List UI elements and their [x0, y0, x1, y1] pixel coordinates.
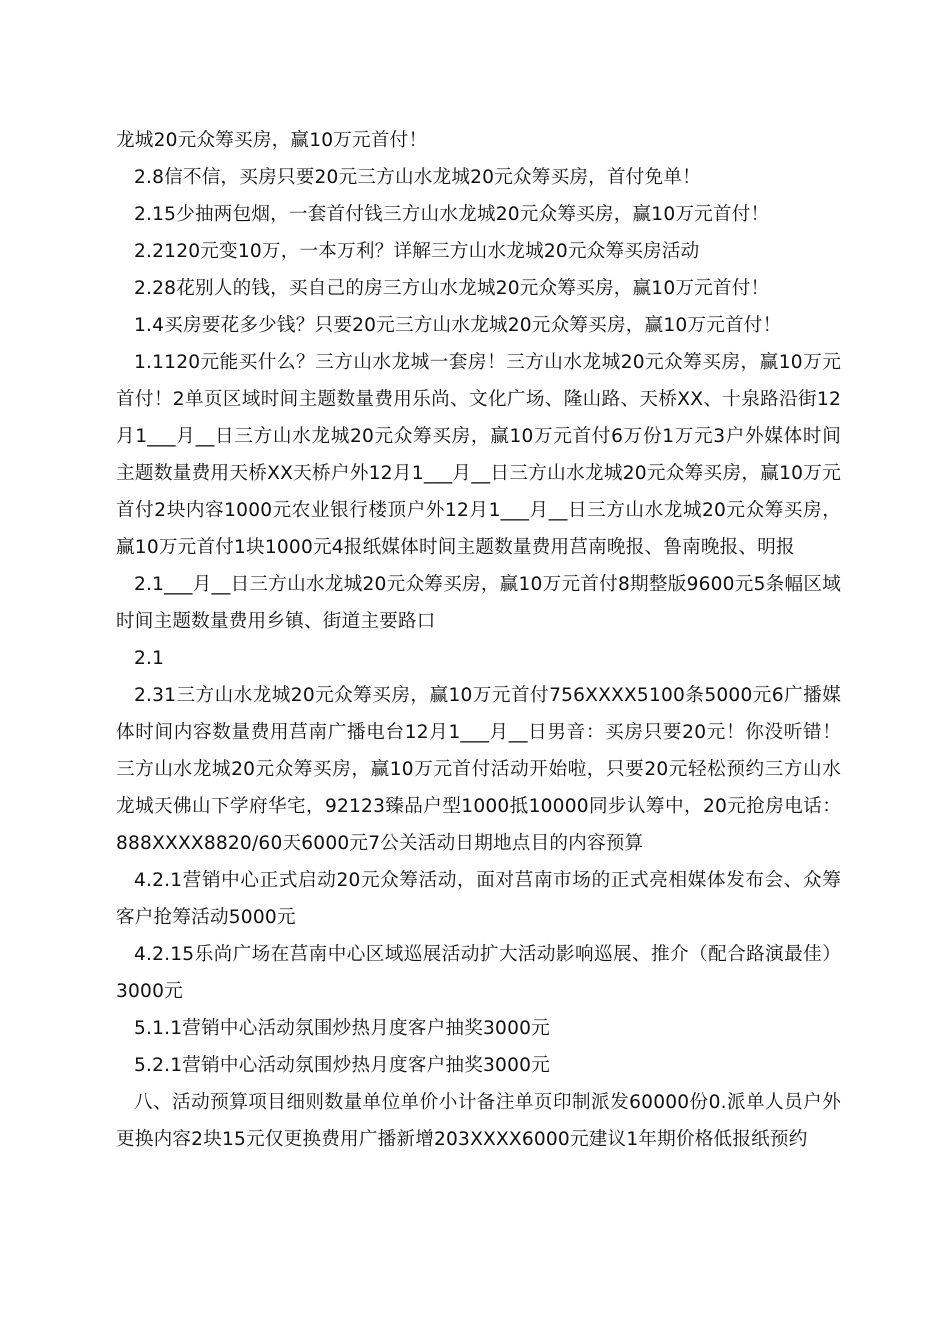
paragraph-11: 4.2.1营销中心正式启动20元众筹活动，面对莒南市场的正式亮相媒体发布会、众筹客户抢筹活动5000元	[116, 870, 841, 928]
paragraph-3: 2.15少抽两包烟，一套首付钱三方山水龙城20元众筹买房，赢10万元首付！	[134, 204, 770, 225]
paragraph-6: 1.4买房要花多少钱？只要20元三方山水龙城20元众筹买房，赢10万元首付！	[134, 315, 782, 336]
paragraph-14: 5.2.1营销中心活动氛围炒热月度客户抽奖3000元	[134, 1055, 550, 1076]
paragraph-7: 1.1120元能买什么？三方山水龙城一套房！三方山水龙城20元众筹买房，赢10万元首付！2单页区域时间主题数量费用乐尚、文化广场、隆山路、天桥XX、十泉路沿街12月1___月__日三方山水龙城20元众筹买房，赢10万元首付6万份1万元3户外媒体时间主题数量费用天桥XX天桥户外12月1___月__日三方山水龙城20元众筹买房，赢10万元首付2块内容1000元农业银行楼顶户外12月1___月__日三方山水龙城20元众筹买房，赢10万元首付1块1000元4报纸媒体时间主题数量费用莒南晚报、鲁南晚报、明报	[116, 352, 841, 558]
paragraph-13: 5.1.1营销中心活动氛围炒热月度客户抽奖3000元	[134, 1018, 550, 1039]
paragraph-8: 2.1___月__日三方山水龙城20元众筹买房，赢10万元首付8期整版9600元5条幅区域时间主题数量费用乡镇、街道主要路口	[116, 574, 841, 632]
paragraph-9: 2.1	[134, 648, 165, 669]
paragraph-2: 2.8信不信，买房只要20元三方山水龙城20元众筹买房，首付免单！	[134, 167, 701, 188]
paragraph-15: 八、活动预算项目细则数量单位单价小计备注单页印制派发60000份0.派单人员户外更换内容2块15元仅更换费用广播新增203XXXX6000元建议1年期价格低报纸预约	[116, 1092, 841, 1150]
paragraph-1: 龙城20元众筹买房，赢10万元首付！	[116, 130, 428, 151]
paragraph-5: 2.28花别人的钱，买自己的房三方山水龙城20元众筹买房，赢10万元首付！	[134, 278, 770, 299]
paragraph-10: 2.31三方山水龙城20元众筹买房，赢10万元首付756XXXX5100条5000元6广播媒体时间内容数量费用莒南广播电台12月1___月__日男音：买房只要20元！你没听错！三方山水龙城20元众筹买房，赢10万元首付活动开始啦，只要20元轻松预约三方山水龙城天佛山下学府华宅，92123臻品户型1000抵10000同步认筹中，20元抢房电话：888XXXX8820/60天6000元7公关活动日期地点目的内容预算	[116, 685, 841, 854]
paragraph-4: 2.2120元变10万，一本万利？详解三方山水龙城20元众筹买房活动	[134, 241, 700, 262]
document-body	[116, 122, 841, 1158]
paragraph-12: 4.2.15乐尚广场在莒南中心区域巡展活动扩大活动影响巡展、推介（配合路演最佳）3000元	[116, 944, 841, 1002]
